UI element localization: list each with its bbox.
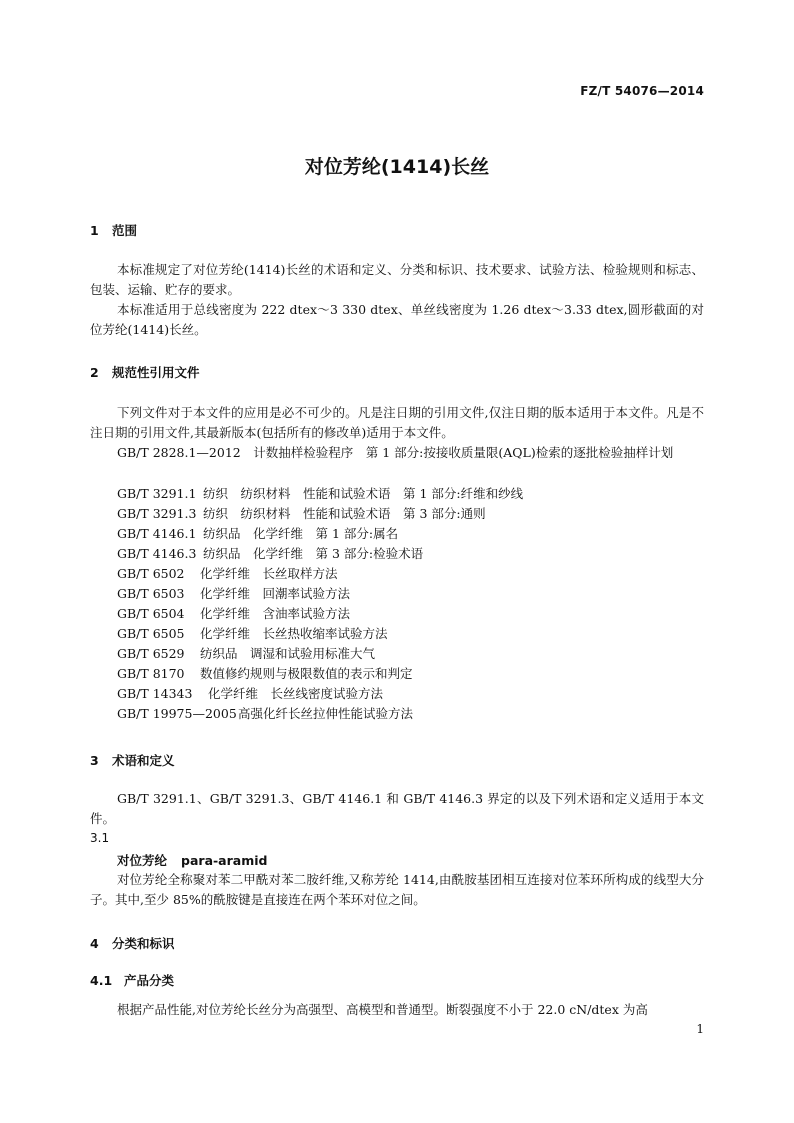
reference-title: 化学纤维 长丝热收缩率试验方法 — [200, 626, 388, 641]
reference-code: GB/T 14343 — [117, 686, 193, 701]
page-number: 1 — [696, 1022, 704, 1036]
reference-item — [117, 624, 388, 644]
term-chinese: 对位芳纶 — [117, 853, 168, 868]
section-1-title: 范围 — [112, 223, 138, 238]
term-entry — [117, 851, 267, 869]
reference-code: GB/T 3291.3 — [117, 506, 197, 521]
section-1-number: 1 — [90, 223, 99, 238]
reference-item — [117, 584, 350, 604]
reference-title: 纺织品 调湿和试验用标准大气 — [200, 646, 376, 661]
section-1-paragraph-1: 本标准规定了对位芳纶(1414)长丝的术语和定义、分类和标识、技术要求、试验方法、检验规则和标志、包装、运输、贮存的要求。 — [90, 262, 704, 297]
section-1-paragraph-2: 本标准适用于总线密度为 222 dtex～3 330 dtex、单丝线密度为 1.26 dtex～3.33 dtex,圆形截面的对位芳纶(1414)长丝。 — [90, 302, 704, 337]
reference-item — [117, 704, 413, 724]
reference-item — [117, 484, 523, 504]
section-4-title: 分类和标识 — [112, 936, 175, 951]
clause-number: 3.1 — [90, 831, 110, 845]
reference-title: 纺织 纺织材料 性能和试验术语 第 1 部分:纤维和纱线 — [203, 486, 524, 501]
reference-code: GB/T 6504 — [117, 606, 185, 621]
section-3-number: 3 — [90, 753, 99, 768]
section-2-number: 2 — [90, 365, 99, 380]
section-2-heading — [90, 363, 200, 381]
reference-code: GB/T 6502 — [117, 566, 185, 581]
reference-code: GB/T 4146.1 — [117, 526, 197, 541]
reference-item — [117, 504, 486, 524]
subsection-title: 产品分类 — [124, 973, 175, 988]
reference-title: 数值修约规则与极限数值的表示和判定 — [200, 666, 413, 681]
reference-code: GB/T 19975—2005 — [117, 706, 237, 721]
section-4-paragraph-1: 根据产品性能,对位芳纶长丝分为高强型、高模型和普通型。断裂强度不小于 22.0 cN/dtex 为高 — [117, 1002, 648, 1017]
section-3-heading — [90, 751, 175, 769]
section-3-intro: GB/T 3291.1、GB/T 3291.3、GB/T 4146.1 和 GB/T 4146.3 界定的以及下列术语和定义适用于本文件。 — [90, 791, 704, 826]
reference-code: GB/T 4146.3 — [117, 546, 197, 561]
reference-title: 纺织品 化学纤维 第 3 部分:检验术语 — [203, 546, 424, 561]
reference-title: 纺织品 化学纤维 第 1 部分:属名 — [203, 526, 399, 541]
reference-item — [117, 544, 423, 564]
reference-item — [117, 564, 338, 584]
section-1-heading — [90, 221, 137, 239]
term-english: para-aramid — [181, 853, 268, 868]
reference-title: 化学纤维 长丝线密度试验方法 — [208, 686, 384, 701]
section-4-heading — [90, 934, 175, 952]
reference-item — [117, 644, 375, 664]
reference-item — [90, 443, 704, 463]
reference-title: 化学纤维 回潮率试验方法 — [200, 586, 351, 601]
term-definition: 对位芳纶全称聚对苯二甲酰对苯二胺纤维,又称芳纶 1414,由酰胺基团相互连接对位苯环所构成的线型大分子。其中,至少 85%的酰胺键是直接连在两个苯环对位之间。 — [90, 872, 704, 907]
section-2-title: 规范性引用文件 — [112, 365, 200, 380]
reference-code: GB/T 6529 — [117, 646, 185, 661]
reference-item — [117, 684, 383, 704]
reference-title: 化学纤维 含油率试验方法 — [200, 606, 351, 621]
section-3-title: 术语和定义 — [112, 753, 175, 768]
subsection-4-1-heading — [90, 971, 174, 989]
reference-item — [117, 664, 413, 684]
reference-code: GB/T 8170 — [117, 666, 185, 681]
reference-code: GB/T 2828.1—2012 — [117, 445, 241, 460]
reference-title: 纺织 纺织材料 性能和试验术语 第 3 部分:通则 — [203, 506, 486, 521]
reference-title: 计数抽样检验程序 第 1 部分:按接收质量限(AQL)检索的逐批检验抽样计划 — [253, 445, 674, 460]
standard-code: FZ/T 54076—2014 — [580, 84, 704, 98]
reference-item — [117, 604, 350, 624]
reference-code: GB/T 6503 — [117, 586, 185, 601]
reference-item — [117, 524, 398, 544]
section-4-number: 4 — [90, 936, 99, 951]
reference-code: GB/T 3291.1 — [117, 486, 197, 501]
reference-title: 高强化纤长丝拉伸性能试验方法 — [238, 706, 414, 721]
reference-title: 化学纤维 长丝取样方法 — [200, 566, 338, 581]
section-2-intro: 下列文件对于本文件的应用是必不可少的。凡是注日期的引用文件,仅注日期的版本适用于本文件。凡是不注日期的引用文件,其最新版本(包括所有的修改单)适用于本文件。 — [90, 405, 704, 440]
reference-code: GB/T 6505 — [117, 626, 185, 641]
page-title: 对位芳纶(1414)长丝 — [304, 156, 490, 178]
subsection-number: 4.1 — [90, 973, 113, 988]
